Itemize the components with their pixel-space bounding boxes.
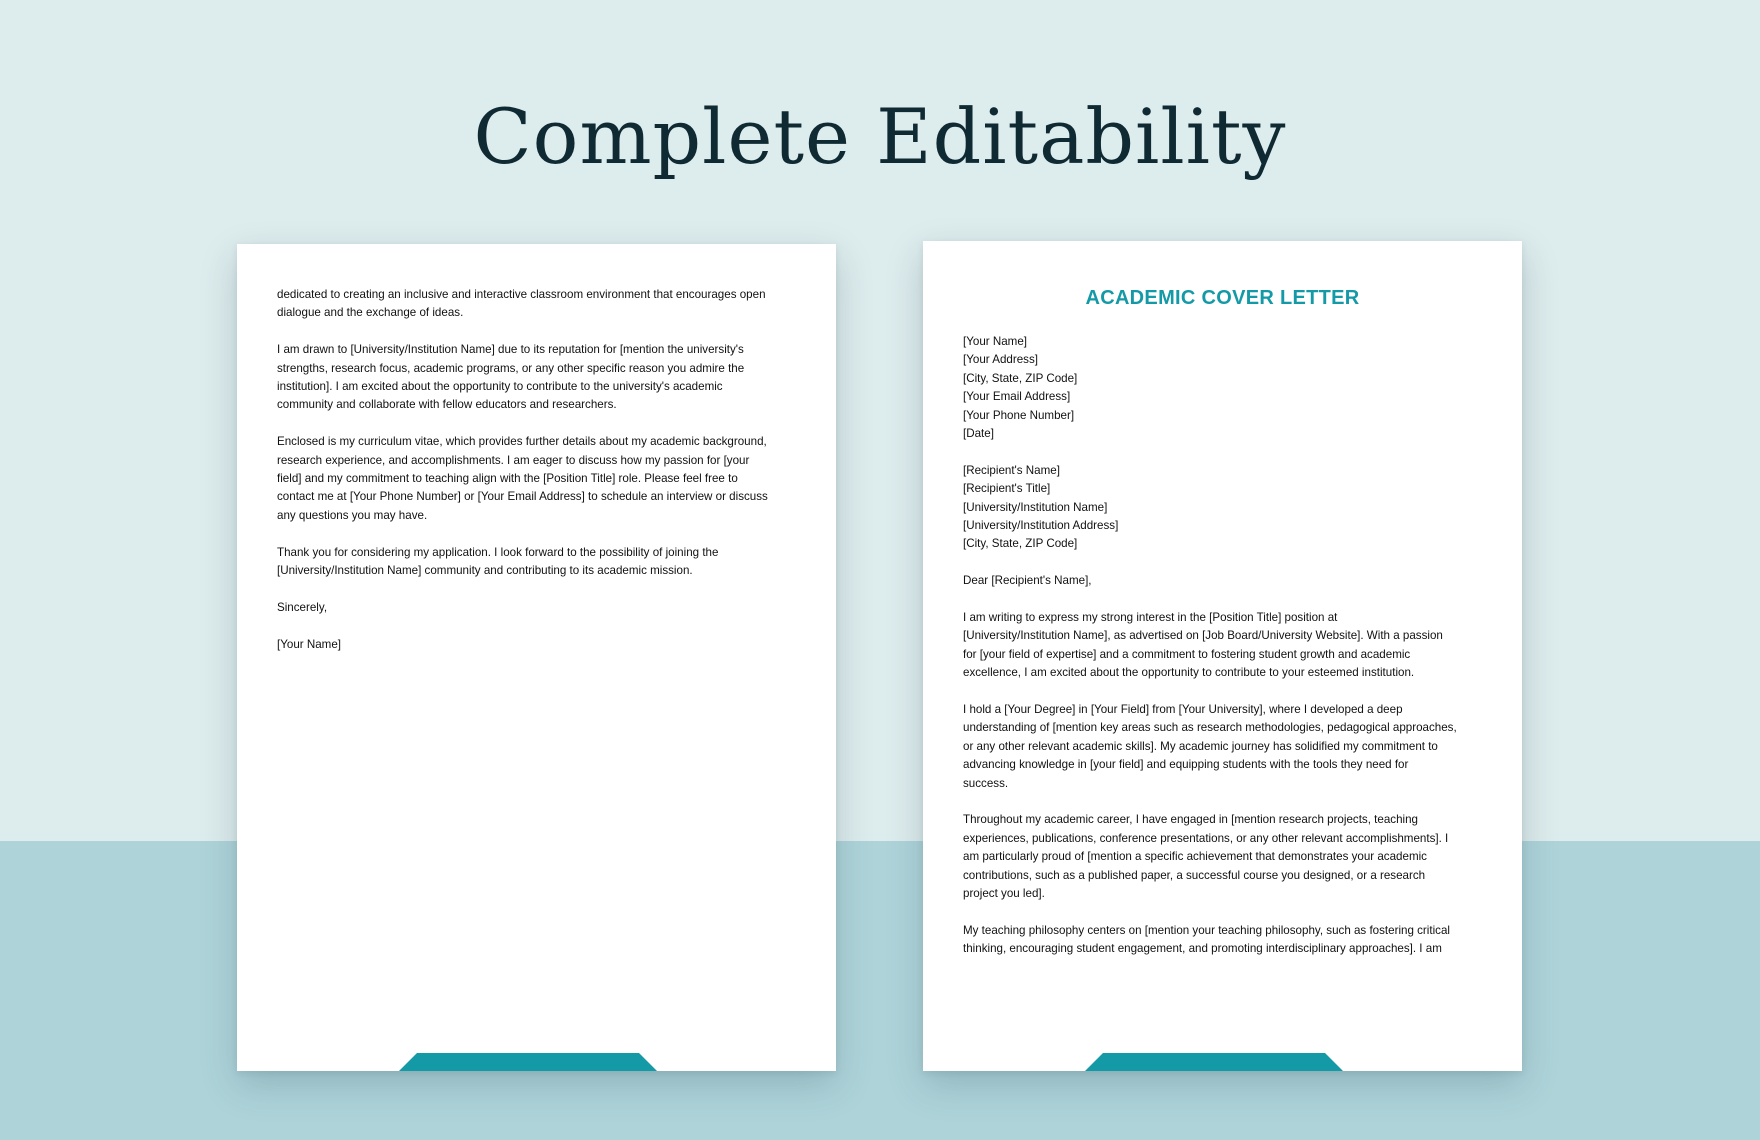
text-line: research experience, and accomplishments. I am eager to discuss how my passion for [your [277, 453, 750, 467]
document-page-left [237, 244, 836, 1071]
text-line: for [your field of expertise] and a commitment to fostering student growth and academic [963, 647, 1411, 661]
text-line: I hold a [Your Degree] in [Your Field] from [Your University], where I developed a deep [963, 703, 1403, 717]
text-line: contributions, such as a published paper, a successful course you designed, or a research [963, 868, 1426, 882]
text-line: success. [963, 776, 1009, 790]
text-line: understanding of [mention key areas such as research methodologies, pedagogical approaches, [963, 721, 1457, 735]
text-line: Throughout my academic career, I have engaged in [mention research projects, teaching [963, 813, 1418, 827]
text-line: or any other relevant academic skills]. My academic journey has solidified my commitment to [963, 739, 1438, 753]
text-line: institution]. I am excited about the opportunity to contribute to the university's academic [277, 380, 723, 394]
text-line: My teaching philosophy centers on [mention your teaching philosophy, such as fostering critical [963, 923, 1450, 937]
text-line: [Your Phone Number] [963, 408, 1075, 422]
page-footer-tab [1085, 1053, 1343, 1071]
letter-paragraph [963, 609, 1485, 683]
text-line: experiences, publications, conference presentations, or any other relevant accomplishments]. I [963, 831, 1449, 845]
text-line: [University/Institution Name], as advertised on [Job Board/University Website]. With a passion [963, 629, 1443, 643]
text-line: community and collaborate with fellow educators and researchers. [277, 398, 617, 412]
text-line: [City, State, ZIP Code] [963, 537, 1078, 551]
text-line: [Recipient's Name] [963, 463, 1060, 477]
text-line: strengths, research focus, academic programs, or any other specific reason you admire the [277, 361, 745, 375]
text-line: [City, State, ZIP Code] [963, 371, 1078, 385]
text-line: Sincerely, [277, 600, 328, 614]
letter-paragraph [963, 701, 1485, 793]
text-line: [Date] [963, 427, 994, 441]
text-line: I am writing to express my strong interest in the [Position Title] position at [963, 611, 1338, 625]
text-line: [University/Institution Name] community and contributing to its academic mission. [277, 564, 693, 578]
text-line: am particularly proud of [mention a specific achievement that demonstrates your academic [963, 850, 1427, 864]
text-line: contact me at [Your Phone Number] or [Your Email Address] to schedule an interview or discuss [277, 490, 768, 504]
text-line: Enclosed is my curriculum vitae, which provides further details about my academic background, [277, 435, 767, 449]
text-line: [Your Address] [963, 353, 1038, 367]
text-line: [Recipient's Title] [963, 482, 1051, 496]
text-line: thinking, encouraging student engagement, and promoting interdisciplinary approaches]. I am [963, 942, 1442, 956]
text-line: [Your Email Address] [963, 390, 1071, 404]
text-line: [Your Name] [277, 637, 342, 651]
letter-paragraph [963, 333, 1485, 443]
text-line: dialogue and the exchange of ideas. [277, 306, 464, 320]
text-line: [University/Institution Address] [963, 519, 1119, 533]
letter-paragraph [963, 462, 1485, 554]
text-line: field] and my commitment to teaching align with the [Position Title] role. Please feel free to [277, 472, 738, 486]
letter-body-right [963, 333, 1485, 977]
text-line: advancing knowledge in [your field] and equipping students with the tools they need for [963, 758, 1409, 772]
letter-paragraph [277, 599, 799, 617]
text-line: Dear [Recipient's Name], [963, 574, 1092, 588]
text-line: dedicated to creating an inclusive and interactive classroom environment that encourages open [277, 288, 766, 301]
letter-paragraph [963, 572, 1485, 590]
text-line: [Your Name] [963, 335, 1028, 348]
letter-paragraph [277, 286, 799, 323]
letter-title: ACADEMIC COVER LETTER [1085, 287, 1360, 309]
text-line: any questions you may have. [277, 508, 428, 522]
letter-paragraph [277, 433, 799, 525]
letter-paragraph [963, 922, 1485, 959]
page-footer-tab [399, 1053, 657, 1071]
document-page-right [923, 241, 1522, 1071]
text-line: I am drawn to [University/Institution Name] due to its reputation for [mention the university's [277, 343, 744, 357]
headline: Complete Editability [473, 92, 1287, 181]
letter-paragraph [963, 811, 1485, 903]
text-line: excellence, I am excited about the opportunity to contribute to your esteemed institution. [963, 666, 1415, 680]
text-line: [University/Institution Name] [963, 500, 1108, 514]
letter-paragraph [277, 636, 799, 654]
letter-body-left [277, 286, 799, 672]
letter-paragraph [277, 544, 799, 581]
text-line: project you led]. [963, 887, 1045, 901]
letter-paragraph [277, 341, 799, 415]
text-line: Thank you for considering my application. I look forward to the possibility of joining the [277, 545, 719, 559]
